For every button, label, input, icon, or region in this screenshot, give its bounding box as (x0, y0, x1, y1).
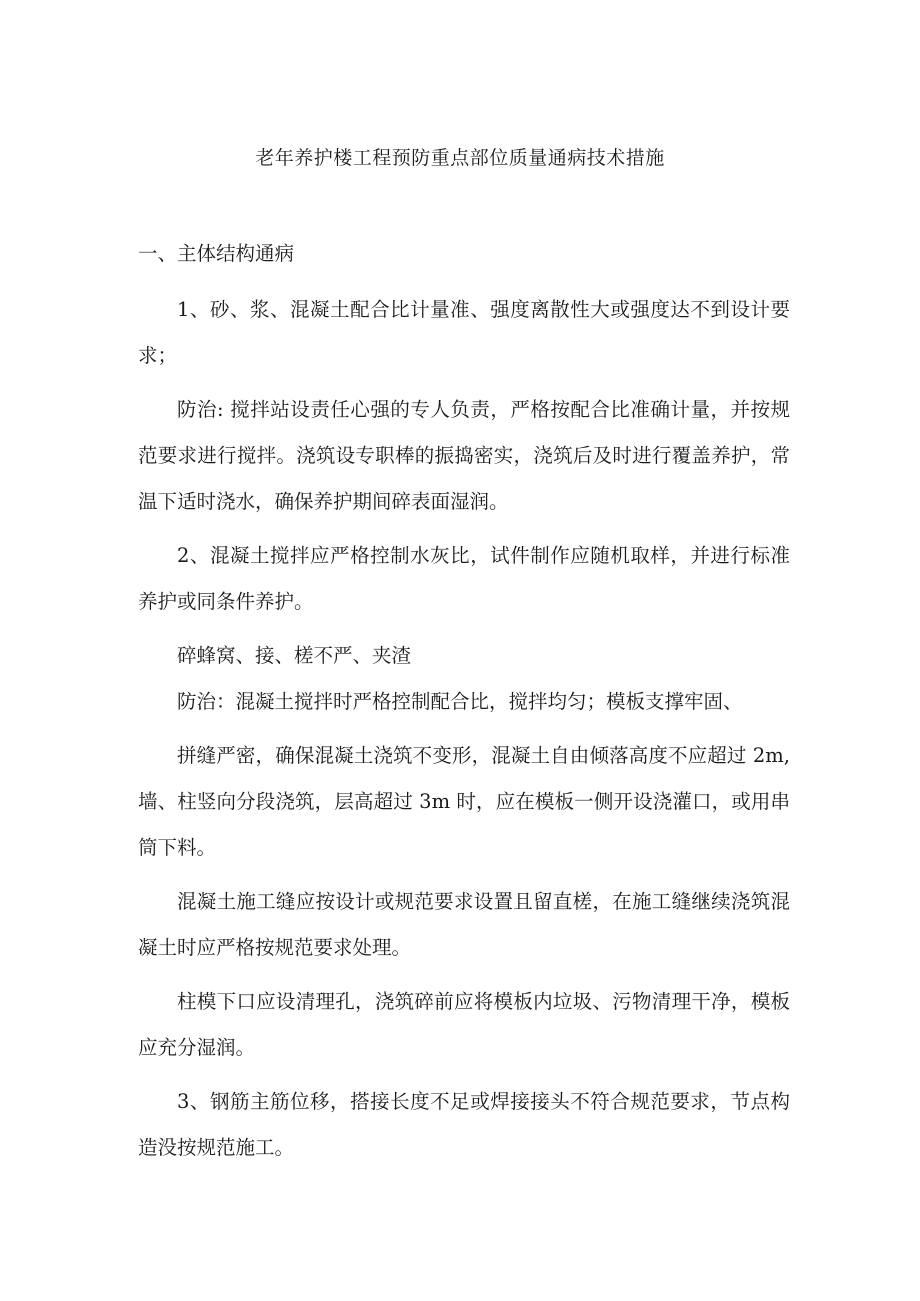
paragraph: 拼缝严密，确保混凝土浇筑不变形，混凝土自由倾落高度不应超过 2m,墙、柱竖向分段浇筑，层高超过 3m 时，应在模板一侧开设浇灌口，或用串筒下料。 (138, 744, 790, 859)
document-body (138, 231, 790, 1171)
paragraph: 3、钢筋主筋位移，搭接长度不足或焊接接头不符合规范要求，节点构造没按规范施工。 (138, 1090, 790, 1159)
section-heading: 一、主体结构通病 (138, 242, 295, 265)
document-title: 老年养护楼工程预防重点部位质量通病技术措施 (255, 147, 665, 169)
paragraph: 混凝土施工缝应按设计或规范要求设置且留直槎，在施工缝继续浇筑混凝土时应严格按规范要求处理。 (138, 890, 790, 959)
paragraph: 柱模下口应设清理孔，浇筑碎前应将模板内垃圾、污物清理干净，模板应充分湿润。 (138, 990, 790, 1059)
paragraph: 防治：混凝土搅拌时严格控制配合比，搅拌均匀；模板支撑牢固、 (177, 690, 743, 713)
paragraph: 2、混凝土搅拌应严格控制水灰比，试件制作应随机取样，并进行标准养护或同条件养护。 (138, 544, 790, 613)
paragraph: 防治: 搅拌站设责任心强的专人负责，严格按配合比准确计量，并按规范要求进行搅拌。浇筑设专职棒的振捣密实，浇筑后及时进行覆盖养护，常温下适时浇水，确保养护期间碎表面湿润。 (138, 398, 790, 513)
paragraph: 1、砂、浆、混凝土配合比计量准、强度离散性大或强度达不到设计要求； (138, 298, 790, 367)
paragraph: 碎蜂窝、接、槎不严、夹渣 (177, 644, 412, 667)
